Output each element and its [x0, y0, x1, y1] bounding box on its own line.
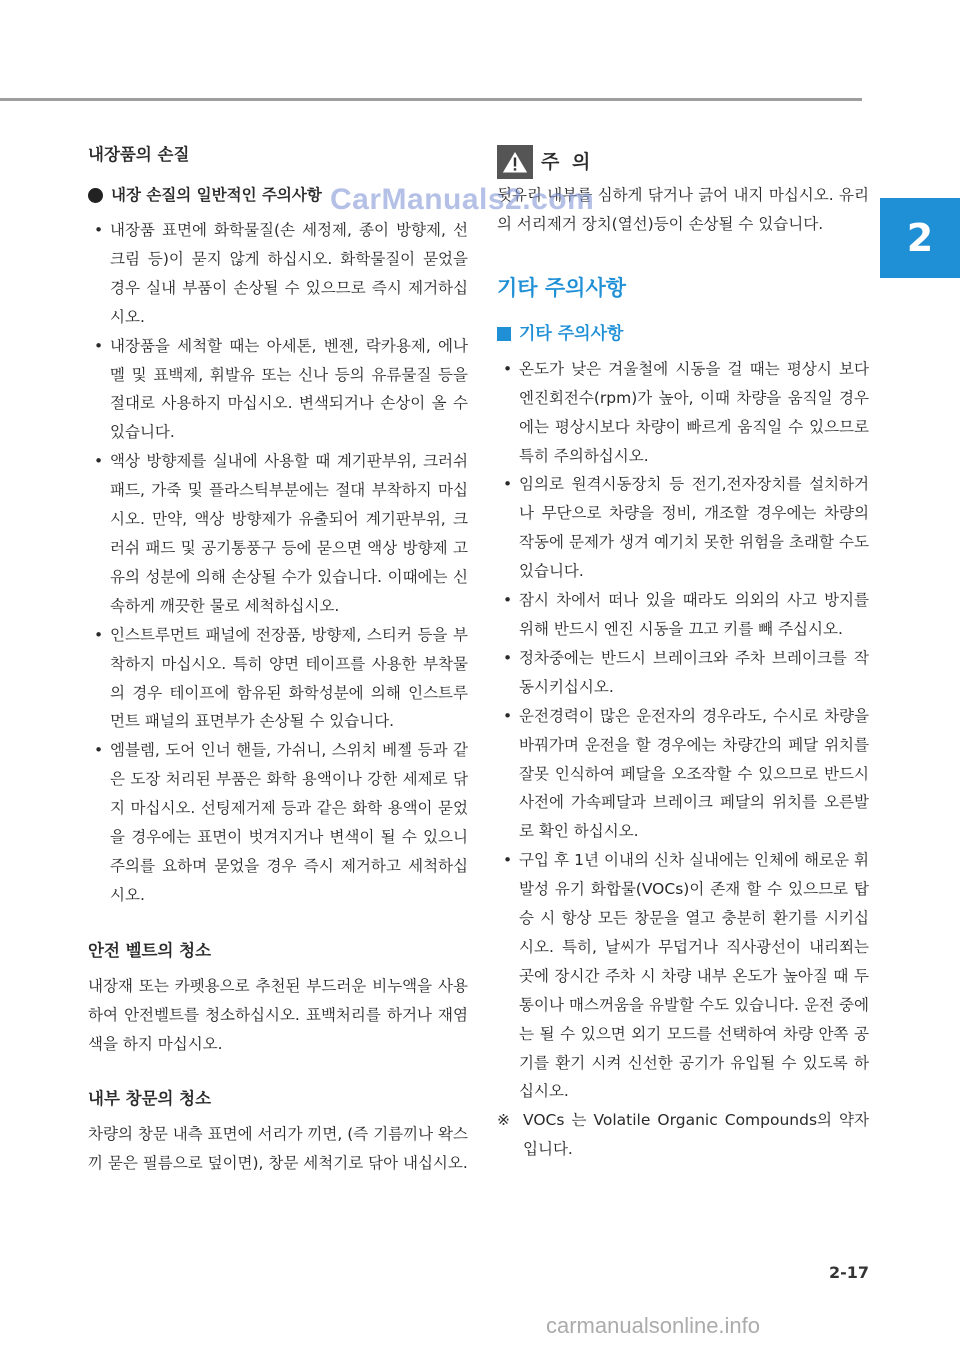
- list-item: • 정차중에는 반드시 브레이크와 주차 브레이크를 작동시키십시오.: [497, 644, 869, 702]
- right-column: [497, 140, 869, 1164]
- note-mark: ※: [497, 1111, 510, 1130]
- chapter-tab: [880, 198, 960, 278]
- vocs-note: [497, 1106, 869, 1164]
- square-bullet-icon: [497, 327, 511, 341]
- warning-triangle-icon: [497, 145, 533, 179]
- caution-header: [497, 143, 869, 181]
- list-item: • 인스트루먼트 패널에 전장품, 방향제, 스티커 등을 부착하지 마십시오. 특히 양면 테이프를 사용한 부착물의 경우 테이프에 함유된 화학성분에 의해 인스트루먼트 패널의 표면부가 손상될 수 있습니다.: [88, 621, 468, 737]
- interior-care-list: [88, 216, 468, 910]
- watermark-top: CarManuals2.com: [330, 183, 595, 216]
- caution-text: 뒷유리 내부를 심하게 닦거나 긁어 내지 마십시오. 유리의 서리제거 장치(열선)등이 손상될 수 있습니다.: [497, 186, 869, 233]
- seatbelt-cleaning-text: 내장재 또는 카펫용으로 추천된 부드러운 비누액을 사용하여 안전벨트를 청소하십시오. 표백처리를 하거나 재염색을 하지 마십시오.: [88, 976, 468, 1053]
- window-cleaning-title: 내부 창문의 청소: [88, 1089, 212, 1109]
- other-precautions-subtitle: [497, 319, 869, 349]
- list-item: • 액상 방향제를 실내에 사용할 때 계기판부위, 크러쉬 패드, 가죽 및 플라스틱부분에는 절대 부착하지 마십시오. 만약, 액상 방향제가 유출되어 계기판부위, 크러쉬 패드 및 공기통풍구 등에 묻으면 액상 방향제 고유의 성분에 의해 손상될 수가 있습니다. 이때에는 신속하게 깨끗한 물로 세척하십시오.: [88, 447, 468, 620]
- list-item: • 엠블렘, 도어 인너 핸들, 가쉬니, 스위치 베젤 등과 같은 도장 처리된 부품은 화학 용액이나 강한 세제로 닦지 마십시오. 선팅제거제 등과 같은 화학 용액이 묻었을 경우에는 표면이 벗겨지거나 변색이 될 수 있으니 주의를 요하며 묻었을 경우 즉시 제거하고 세척하십시오.: [88, 736, 468, 909]
- list-item: • 운전경력이 많은 운전자의 경우라도, 수시로 차량을 바꿔가며 운전을 할 경우에는 차량간의 페달 위치를 잘못 인식하여 페달을 오조작할 수 있으므로 반드시 사전에 가속페달과 브레이크 페달의 위치를 오른발로 확인 하십시오.: [497, 702, 869, 847]
- chapter-number: 2: [906, 216, 934, 260]
- header-rule: [0, 98, 862, 101]
- list-item: • 온도가 낮은 겨울철에 시동을 걸 때는 평상시 보다 엔진회전수(rpm)가 높아, 이때 차량을 움직일 경우에는 평상시보다 차량이 빠르게 움직일 수 있으므로 특히 주의하십시오.: [497, 355, 869, 471]
- page-number: 2-17: [829, 1263, 870, 1282]
- seatbelt-cleaning-title: 안전 벨트의 청소: [88, 940, 212, 960]
- window-cleaning-text: 차량의 창문 내측 표면에 서리가 끼면, (즉 기름끼나 왁스끼 묻은 필름으로 덮이면), 창문 세척기로 닦아 내십시오.: [88, 1125, 468, 1173]
- watermark-bottom: carmanualsonline.info: [546, 1313, 761, 1338]
- interior-care-title: 내장품의 손질: [88, 145, 190, 164]
- list-item: • 잠시 차에서 떠나 있을 때라도 의외의 사고 방지를 위해 반드시 엔진 시동을 끄고 키를 빼 주십시오.: [497, 586, 869, 644]
- list-item: • 내장품 표면에 화학물질(손 세정제, 종이 방향제, 선 크림 등)이 묻지 않게 하십시오. 화학물질이 묻었을 경우 실내 부품이 손상될 수 있으므로 즉시 제거하십시오.: [88, 216, 468, 332]
- list-item: • 구입 후 1년 이내의 신차 실내에는 인체에 해로운 휘발성 유기 화합물(VOCs)이 존재 할 수 있으므로 탑승 시 항상 모든 창문을 열고 충분히 환기를 시키십시오. 특히, 날씨가 무덥거나 직사광선이 내리쬐는 곳에 장시간 주차 시 차량 내부 온도가 높아질 때 두통이나 매스꺼움을 유발할 수도 있습니다. 운전 중에는 될 수 있으면 외기 모드를 선택하여 차량 안쪽 공기를 환기 시켜 신선한 공기가 유입될 수 있도록 하십시오.: [497, 846, 869, 1106]
- caution-title: 주 의: [541, 150, 594, 173]
- vocs-note-text: VOCs 는 Volatile Organic Compounds의 약자입니다.: [523, 1111, 869, 1159]
- list-item: • 임의로 원격시동장치 등 전기,전자장치를 설치하거나 무단으로 차량을 정비, 개조할 경우에는 차량의 작동에 문제가 생겨 예기치 못한 위험을 초래할 수도 있습니다.: [497, 470, 869, 586]
- list-item: • 내장품을 세척할 때는 아세톤, 벤젠, 락카용제, 에나멜 및 표백제, 휘발유 또는 신나 등의 유류물질 등을 절대로 사용하지 마십시오. 변색되거나 손상이 올 수 있습니다.: [88, 332, 468, 448]
- bullet-dot-icon: [88, 188, 103, 203]
- other-precautions-title: 기타 주의사항: [497, 275, 627, 300]
- other-precautions-list: [497, 355, 869, 1107]
- other-precautions-subtitle-text: 기타 주의사항: [519, 323, 624, 344]
- interior-care-subtitle-text: 내장 손질의 일반적인 주의사항: [111, 186, 322, 204]
- left-column: [88, 140, 468, 1178]
